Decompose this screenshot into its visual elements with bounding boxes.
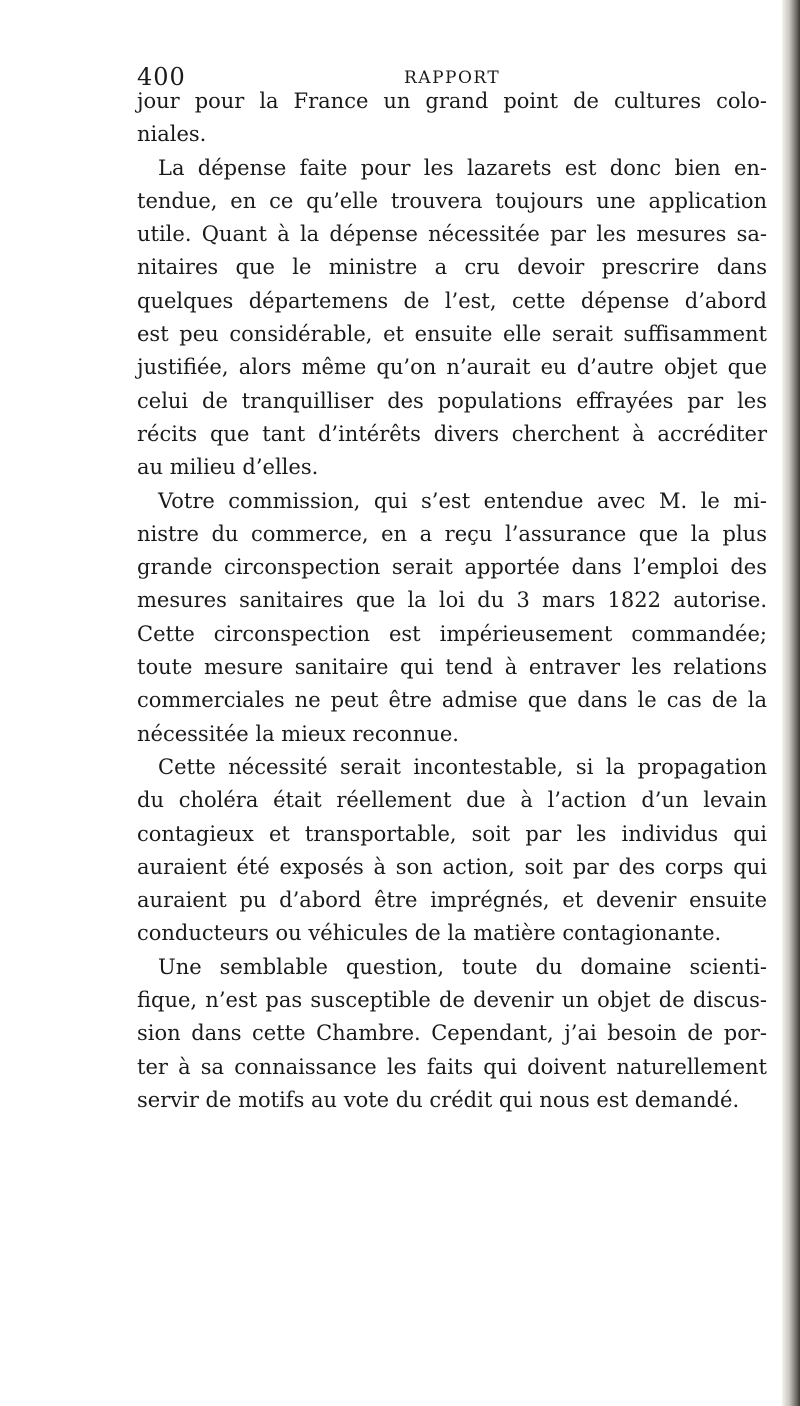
text-line: niales.	[137, 122, 207, 147]
running-head: RAPPORT	[404, 68, 501, 88]
text-line: au milieu d’elles.	[137, 455, 319, 480]
text-line: récits que tant d’intérêts divers cherchent à accréditer	[137, 421, 767, 446]
text-line: celui de tranquilliser des populations effrayées par les	[137, 388, 767, 413]
text-line: sion dans cette Chambre. Cependant, j’ai besoin de por-	[137, 1021, 767, 1046]
text-line: est peu considérable, et ensuite elle serait suffisamment	[137, 322, 767, 347]
text-line: justifiée, alors même qu’on n’aurait eu d’autre objet que	[137, 355, 767, 380]
text-line: Cette nécessité serait incontestable, si la propagation	[158, 754, 767, 779]
text-line: nitaires que le ministre a cru devoir prescrire dans	[137, 255, 767, 280]
text-line: fique, n’est pas susceptible de devenir un objet de discus-	[137, 988, 767, 1013]
text-line: jour pour la France un grand point de cultures colo-	[137, 89, 767, 113]
text-line: Votre commission, qui s’est entendue avec M. le mi-	[158, 488, 767, 513]
text-line: servir de motifs au vote du crédit qui nous est demandé.	[137, 1087, 740, 1112]
text-line: La dépense faite pour les lazarets est donc bien en-	[158, 155, 767, 180]
text-line: Cette circonspection est impérieusement commandée;	[137, 621, 767, 646]
text-line: toute mesure sanitaire qui tend à entraver les relations	[137, 655, 767, 680]
text-line: du choléra était réellement due à l’action d’un levain	[137, 788, 767, 813]
text-line: nistre du commerce, en a reçu l’assurance que la plus	[137, 521, 767, 546]
text-line: nécessitée la mieux reconnue.	[137, 721, 459, 746]
text-line: auraient pu d’abord être imprégnés, et devenir ensuite	[137, 888, 767, 913]
text-line: auraient été exposés à son action, soit par des corps qui	[137, 854, 767, 879]
text-line: commerciales ne peut être admise que dans le cas de la	[137, 688, 767, 713]
text-line: ter à sa connaissance les faits qui doivent naturellement	[137, 1054, 767, 1079]
text-line: utile. Quant à la dépense nécessitée par les mesures sa-	[137, 222, 767, 247]
text-line: mesures sanitaires que la loi du 3 mars 1822 autorise.	[137, 588, 767, 613]
page-number: 400	[137, 63, 186, 91]
text-line: conducteurs ou véhicules de la matière contagionante.	[137, 921, 722, 946]
text-line: grande circonspection serait apportée dans l’emploi des	[137, 555, 767, 580]
text-line: tendue, en ce qu’elle trouvera toujours une application	[137, 188, 767, 213]
text-line: quelques départemens de l’est, cette dépense d’abord	[137, 288, 767, 313]
text-line: contagieux et transportable, soit par les individus qui	[137, 821, 767, 846]
text-line: Une semblable question, toute du domaine scienti-	[158, 954, 767, 979]
page-edge-shadow	[782, 0, 800, 1406]
body-text	[137, 85, 767, 1117]
